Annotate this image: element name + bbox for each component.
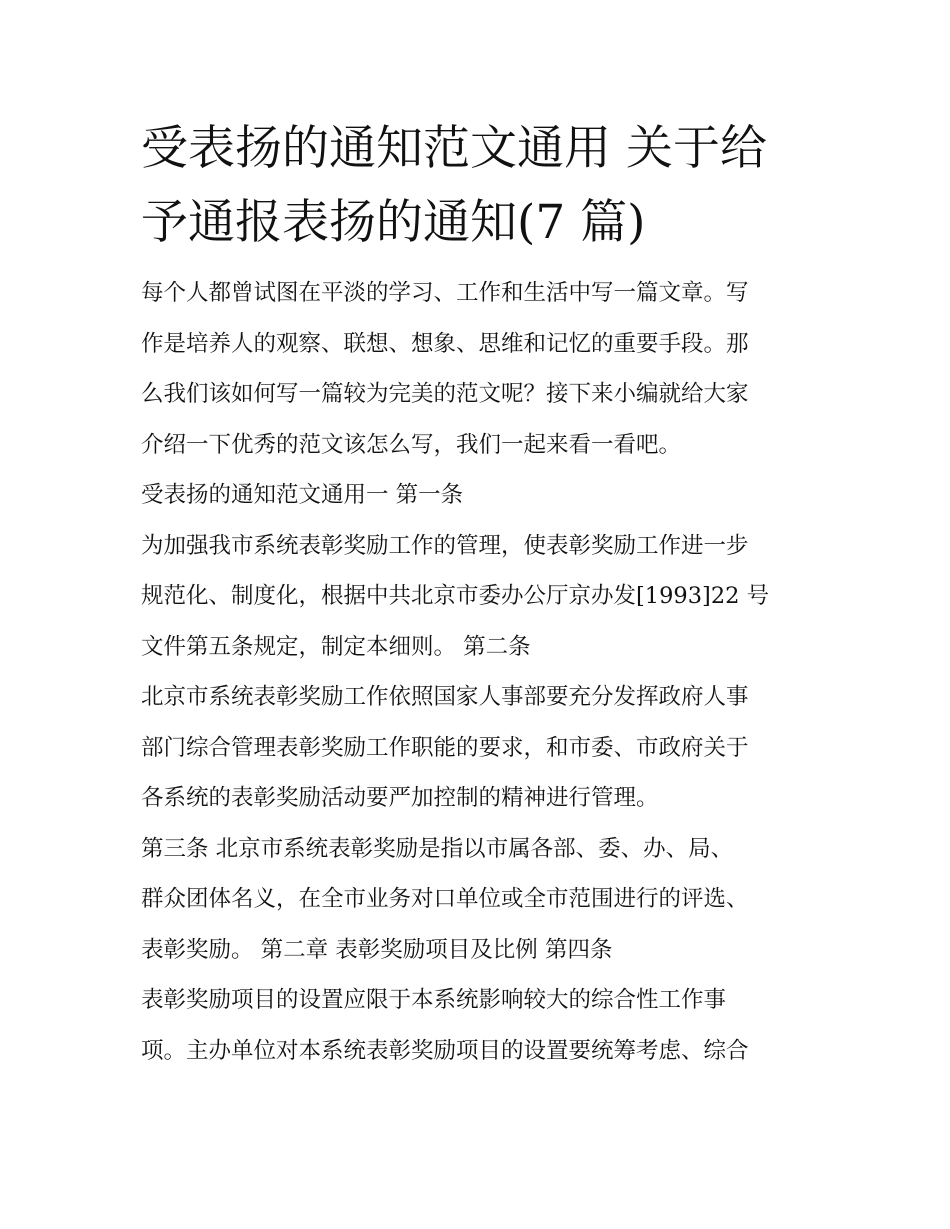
text-line: 为加强我市系统表彰奖励工作的管理，使表彰奖励工作进一步	[141, 532, 749, 559]
text-line: 第三条 北京市系统表彰奖励是指以市属各部、委、办、局、	[141, 835, 734, 862]
text-line: 作是培养人的观察、联想、想象、思维和记忆的重要手段。那	[141, 330, 749, 357]
text-line: 各系统的表彰奖励活动要严加控制的精神进行管理。	[141, 785, 659, 811]
text-line: 介绍一下优秀的范文该怎么写，我们一起来看一看吧。	[141, 431, 682, 458]
text-line: 部门综合管理表彰奖励工作职能的要求，和市委、市政府关于	[141, 734, 749, 761]
document-title	[141, 112, 813, 260]
section-heading	[141, 470, 813, 521]
text-line: 受表扬的通知范文通用一 第一条	[141, 482, 464, 508]
text-line: 北京市系统表彰奖励工作依照国家人事部要充分发挥政府人事	[141, 684, 749, 710]
intro-paragraph	[141, 268, 813, 470]
text-line: 文件第五条规定，制定本细则。 第二条	[141, 633, 531, 660]
text-line: 规范化、制度化，根据中共北京市委办公厅京办发[1993]22 号	[141, 583, 770, 609]
body-paragraph	[141, 824, 813, 976]
text-line: 么我们该如何写一篇较为完美的范文呢？接下来小编就给大家	[141, 381, 749, 407]
text-line: 项。主办单位对本系统表彰奖励项目的设置要统筹考虑、综合	[141, 1037, 749, 1064]
text-line: 表彰奖励项目的设置应限于本系统影响较大的综合性工作事	[141, 987, 727, 1013]
title-line: 受表扬的通知范文通用 关于给	[141, 121, 767, 176]
text-line: 群众团体名义，在全市业务对口单位或全市范围进行的评选、	[141, 886, 749, 912]
title-line: 予通报表扬的通知(7 篇)	[141, 195, 646, 250]
document-page	[141, 112, 813, 1076]
text-line: 每个人都曾试图在平淡的学习、工作和生活中写一篇文章。写	[141, 280, 749, 306]
text-line: 表彰奖励。 第二章 表彰奖励项目及比例 第四条	[141, 936, 613, 963]
body-paragraph	[141, 672, 813, 824]
body-paragraph	[141, 521, 813, 673]
body-paragraph	[141, 975, 813, 1076]
